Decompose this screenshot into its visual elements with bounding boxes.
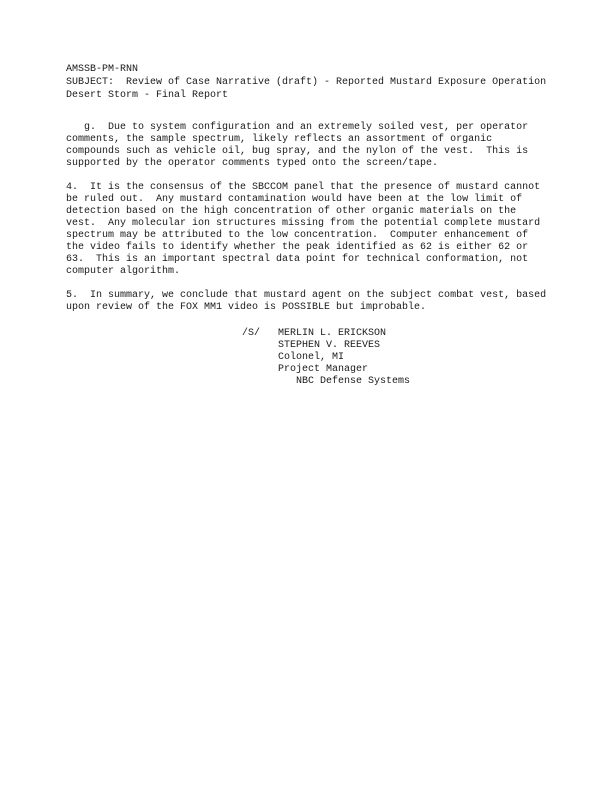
paragraph-line: spectrum may be attributed to the low concentration. Computer enhancement of [66,230,529,241]
signer-organization: NBC Defense Systems [278,376,411,387]
paragraph-line: vest. Any molecular ion structures missing from the potential complete mustard [66,218,541,229]
paragraph-line: computer algorithm. [66,266,181,277]
paragraph-line: the video fails to identify whether the peak identified as 62 is either 62 or [66,242,529,253]
paragraph-line: 63. This is an important spectral data point for technical conformation, not [66,254,529,265]
paragraph-line: compounds such as vehicle oil, bug spray, and the nylon of the vest. This is [66,146,529,157]
subject-line: SUBJECT: Review of Case Narrative (draft) - Reported Mustard Exposure Operation [66,77,547,88]
signer-name: STEPHEN V. REEVES [278,340,381,351]
paragraph-line: be ruled out. Any mustard contamination would have been at the low limit of [66,194,523,205]
office-symbol: AMSSB-PM-RNN [66,64,139,75]
paragraph-line: detection based on the high concentration of other organic materials on the [66,206,517,217]
signer-title: Project Manager [278,364,369,375]
paragraph-line: supported by the operator comments typed onto the screen/tape. [66,158,439,169]
paragraph-line: upon review of the FOX MM1 video is POSSIBLE but improbable. [66,302,427,313]
signer-name: MERLIN L. ERICKSON [278,328,387,339]
signature-mark: /S/ [242,328,261,339]
paragraph-line: 4. It is the consensus of the SBCCOM panel that the presence of mustard cannot [66,182,541,193]
paragraph-line: g. Due to system configuration and an extremely soiled vest, per operator [66,122,529,133]
subject-line-continued: Desert Storm - Final Report [66,90,229,101]
paragraph-line: 5. In summary, we conclude that mustard agent on the subject combat vest, based [66,290,547,301]
signer-rank: Colonel, MI [278,352,345,363]
paragraph-line: comments, the sample spectrum, likely reflects an assortment of organic [66,134,493,145]
